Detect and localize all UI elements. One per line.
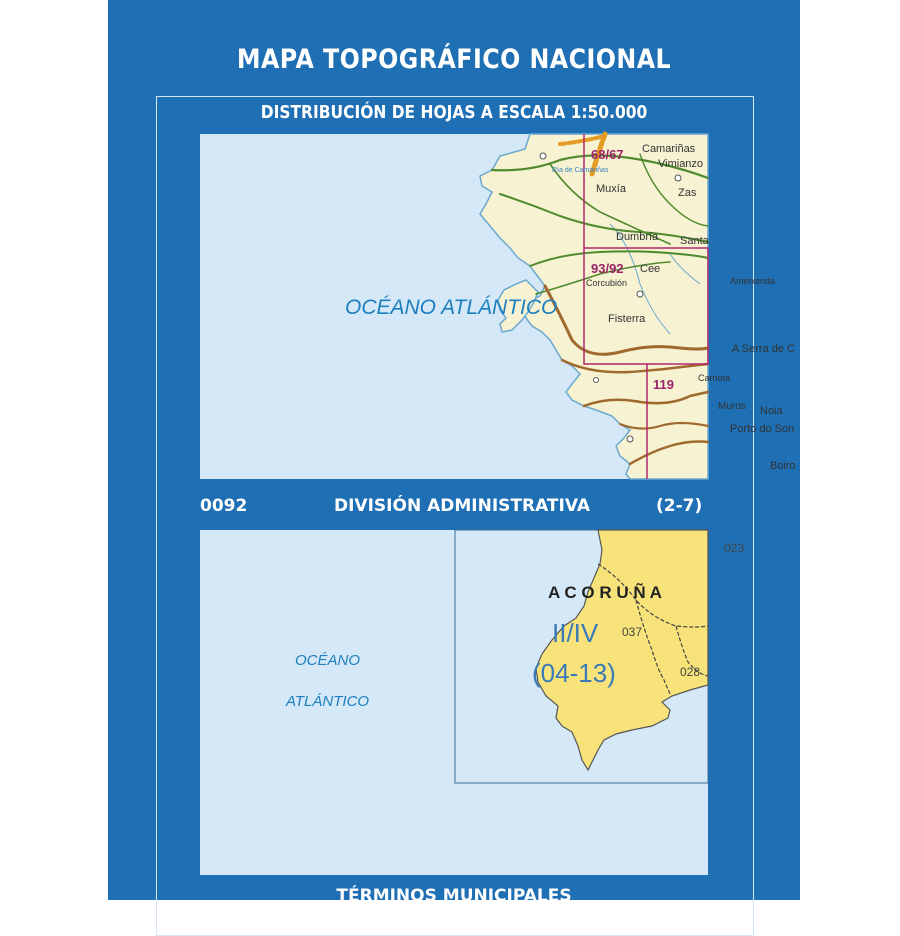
place-label: Camariñas bbox=[642, 143, 696, 155]
sheet-label-68-67: 68/67 bbox=[591, 147, 624, 162]
place-label: Ameixenda bbox=[730, 276, 776, 286]
municipality-023: 023 bbox=[724, 541, 745, 555]
place-label: Noia bbox=[760, 405, 783, 417]
sheet-label-119: 119 bbox=[653, 377, 674, 392]
place-label: Boiro bbox=[770, 460, 796, 472]
admin-division-svg bbox=[200, 530, 745, 875]
sheet-label-93-92: 93/92 bbox=[591, 261, 624, 276]
ocean-label: OCÉANO ATLÁNTICO bbox=[345, 296, 558, 319]
ocean-label-line2: ATLÁNTICO bbox=[286, 693, 370, 710]
place-label: Santa bbox=[680, 235, 709, 247]
place-label: Muxía bbox=[596, 183, 626, 195]
place-label: Zas bbox=[678, 187, 697, 199]
admin-sheet-code: 0092 bbox=[200, 496, 248, 516]
place-label: Carnota bbox=[698, 373, 731, 383]
place-label: A Serra de C bbox=[732, 343, 795, 355]
cover-subtitle: DISTRIBUCIÓN DE HOJAS A ESCALA 1:50.000 bbox=[260, 102, 648, 123]
place-label: Cee bbox=[640, 263, 661, 275]
place-label: Dumbría bbox=[616, 231, 659, 243]
admin-division-map bbox=[200, 530, 745, 875]
place-label: Corcubión bbox=[586, 278, 628, 288]
place-label: Muros bbox=[718, 401, 746, 412]
province-label: A C O R U Ñ A bbox=[548, 583, 662, 602]
municipality-037: 037 bbox=[622, 625, 643, 639]
place-label: Fisterra bbox=[608, 313, 646, 325]
ocean-label-line1: OCÉANO bbox=[295, 652, 361, 669]
footer-label: TÉRMINOS MUNICIPALES bbox=[336, 886, 572, 906]
map-sheet-cover bbox=[108, 0, 800, 906]
cover-title: MAPA TOPOGRÁFICO NACIONAL bbox=[236, 44, 672, 75]
admin-section-ref: (2-7) bbox=[656, 496, 703, 516]
distribution-map-svg bbox=[200, 134, 796, 479]
place-label: Porto do Son bbox=[730, 423, 795, 435]
admin-section-title: DIVISIÓN ADMINISTRATIVA bbox=[334, 496, 590, 516]
distribution-map bbox=[200, 134, 796, 479]
quadrant-label: II/IV bbox=[552, 618, 599, 648]
place-label: Ría de Camariñas bbox=[552, 167, 609, 174]
municipality-028: 028 bbox=[680, 665, 701, 679]
quadrant-ref: (04-13) bbox=[532, 658, 616, 688]
place-label: Vimianzo bbox=[658, 158, 704, 170]
admin-land bbox=[536, 530, 708, 770]
